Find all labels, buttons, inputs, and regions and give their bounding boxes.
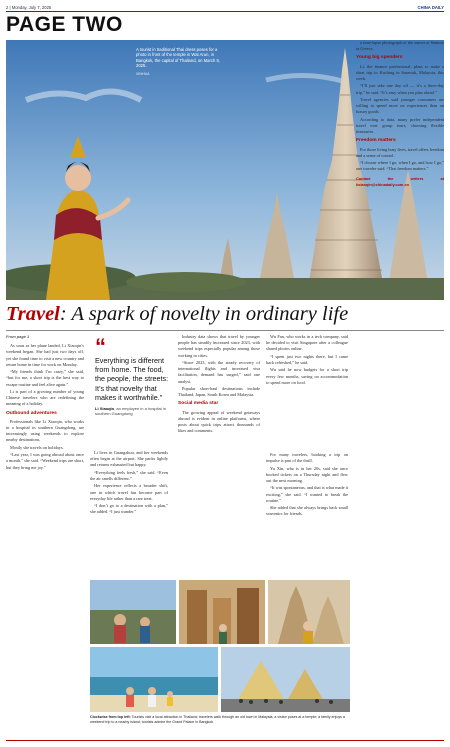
headline-lead: Travel <box>6 303 60 325</box>
article-column-6 <box>356 40 444 188</box>
paragraph: Mostly she travels on holidays. <box>10 444 64 450</box>
paragraph: “It was spontaneous, and that is what made it exciting,” she said. “I wanted to break the routine.” <box>266 485 348 503</box>
pull-quote-speaker: Li Xiaoqin <box>95 406 115 412</box>
gallery-photo <box>221 647 350 712</box>
gallery-photo <box>90 647 218 712</box>
pull-quote <box>95 334 175 417</box>
paragraph: For those living busy lives, travel offers freedom and a sense of control. <box>356 146 444 158</box>
gallery-image <box>221 647 350 712</box>
gallery-image <box>268 580 350 644</box>
page-title: PAGE TWO <box>6 13 123 36</box>
paragraph: “My friends think I’m crazy,” she said, “but for me, a short trip is the best way to escape routine and feel alive again.” <box>6 369 84 387</box>
subhead-freedom: Freedom matters <box>356 138 396 144</box>
headline-rule <box>6 330 444 331</box>
gallery-photo <box>90 580 176 644</box>
gallery-image <box>90 647 218 712</box>
paragraph: The growing appeal of weekend getaways abroad is evident in online platforms, where posts about quick trips attract thousands of likes and comments. <box>178 409 260 434</box>
gallery-image <box>179 580 265 644</box>
paragraph: Her experience reflects a broader shift, one in which travel has become part of everyday life rather than a rare treat. <box>90 483 168 501</box>
paragraph: Li, the finance professional, plans to make a short trip to Kuching in Sarawak, Malaysia, this week. <box>356 63 444 82</box>
article-column-1 <box>6 334 84 472</box>
paragraph: Yu Xin, who is in her 20s, said she once booked tickets on a Thursday night and flew out the next morning. <box>266 465 348 483</box>
paragraph: For many travelers, booking a trip on impulse is part of the thrill. <box>266 452 348 464</box>
article-column-5 <box>266 452 348 519</box>
photo-gallery <box>90 580 350 712</box>
photo-caption-text: A tourist in traditional Thai dress poses for a photo in front of the temple in Wat Arun, in Bangkok, the capital of Thailand, on March 8, 2025. <box>136 47 220 69</box>
paragraph: a time-lapse photograph of the sunset at Sentosa in Greece. <box>356 40 444 52</box>
paragraph: “Last year, I was going abroad about once a month,” she said. “Weekend trips are short, but they bring me joy.” <box>6 452 84 470</box>
page-info: 2 | Monday, July 7, 2025 <box>6 5 52 10</box>
paragraph: Li is part of a growing number of young Chinese travelers who are redefining the meaning of a holiday. <box>6 389 84 407</box>
gallery-photo <box>268 580 350 644</box>
subhead-social-media: Social media star <box>178 401 219 407</box>
paragraph: Industry data shows that travel by younger people has steadily increased since 2023, with weekend trips especially popular among those working in cities. <box>178 334 260 358</box>
gallery-caption-text: Tourists visit a local attraction in Thailand; travelers walk through an old town in Malaysia; a visitor poses at a temple; a family enjoys a weekend trip to a nearby island; tourists admire the Grand Palace in Bangkok. <box>90 715 345 724</box>
gallery-photo <box>179 580 265 644</box>
top-rule <box>6 11 444 12</box>
from-page-tag: From page 1 <box>6 334 30 339</box>
article-column-4 <box>266 334 348 387</box>
paragraph: According to data, many prefer independent travel over group tours, choosing flexible itineraries. <box>356 116 444 135</box>
paragraph: Travel agencies said younger consumers are willing to spend more on experiences than on luxury goods. <box>356 97 444 115</box>
headline <box>6 300 444 330</box>
footer-rule <box>6 740 444 741</box>
gallery-caption-lead: Clockwise from top left: <box>90 715 131 719</box>
paragraph: “I choose where I go, when I go, and how I go,” one traveler said. “That freedom matters.” <box>356 160 444 172</box>
paragraph: “I spent just two nights there, but I came back refreshed,” he said. <box>266 353 348 365</box>
paragraph: “I’ll just take one day off — it’s a three-day trip,” he said. “It’s easy when you plan ahead.” <box>356 83 444 95</box>
pull-quote-text: Everything is different from home. The food, the people, the streets: It’s that novelty that makes it worthwhile.” <box>95 356 169 402</box>
paragraph: “Everything feels fresh,” she said. “Even the air smells different.” <box>90 469 168 481</box>
pull-quote-speaker-desc: , an employee in a hospital in southern Guangdong <box>95 406 166 417</box>
paragraph: “Since 2023, with the steady recovery of international flights and increased visa facilitation, demand has surged,” said one analyst. <box>178 360 260 384</box>
paragraph: Wu said he now budgets for a short trip every few months, saving on accommodation to spend more on food. <box>266 367 348 385</box>
headline-rest: : A spark of novelty in ordinary life <box>59 303 349 325</box>
paper-name: CHINA DAILY <box>417 5 444 10</box>
subhead-outbound: Outbound adventures <box>6 410 57 416</box>
article-column-2 <box>90 450 168 517</box>
article-column-3 <box>178 334 260 436</box>
quote-mark: “ <box>95 334 106 359</box>
gallery-caption <box>90 715 350 724</box>
gallery-image <box>90 580 176 644</box>
paragraph: Popular short-haul destinations include Thailand, Japan, South Korea and Malaysia. <box>178 386 260 398</box>
paragraph: She added that she always brings back small souvenirs for friends. <box>266 505 348 517</box>
paragraph: As soon as her plane landed, Li Xiaoqin’s weekend began. She had just two days off, yet she found time to visit a new country and return home in time for work on Monday. <box>6 343 84 367</box>
pull-quote-attribution <box>95 406 175 416</box>
subhead-young-spenders: Young big spenders <box>356 55 403 61</box>
paragraph: “I don’t go to a destination with a plan,” she added. “I just wander.” <box>90 503 168 515</box>
paragraph: Li lives in Guangzhou, and her weekends often begin at the airport. She packs lightly and returns exhausted but happy. <box>90 450 168 468</box>
byline: Contact the writers at lixiaoqin@chinadaily.com.cn <box>356 175 444 187</box>
photo-caption <box>136 47 226 77</box>
photo-credit: XINHUA <box>136 71 150 76</box>
paragraph: Professionals like Li Xiaoqin, who works in a hospital in southern Guangdong, are increasingly using weekends to explore nearby destinations. <box>6 418 84 443</box>
paragraph: Wu Fan, who works in a tech company, said he decided to visit Singapore after a colleague shared photos online. <box>266 334 348 352</box>
